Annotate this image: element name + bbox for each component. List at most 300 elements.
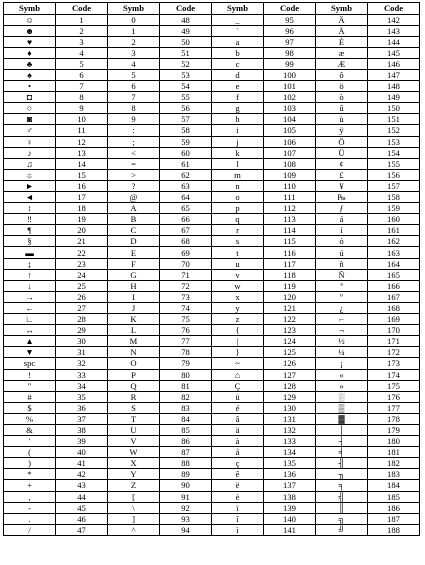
- code-cell: 175: [368, 380, 420, 391]
- code-cell: 106: [264, 136, 316, 147]
- code-cell: 188: [368, 524, 420, 535]
- code-cell: 112: [264, 203, 316, 214]
- symbol-cell: ♠: [4, 69, 56, 80]
- code-cell: 62: [160, 169, 212, 180]
- code-cell: 61: [160, 158, 212, 169]
- table-row: [4, 325, 420, 336]
- symbol-cell: P: [108, 369, 160, 380]
- symbol-cell: ç: [212, 458, 264, 469]
- code-cell: 120: [264, 291, 316, 302]
- symbol-cell: ~: [212, 358, 264, 369]
- code-cell: 96: [264, 25, 316, 36]
- symbol-cell: r: [212, 225, 264, 236]
- code-cell: 14: [56, 158, 108, 169]
- code-cell: 105: [264, 125, 316, 136]
- symbol-cell: ^: [108, 524, 160, 535]
- ascii-code-table: [3, 2, 420, 536]
- code-cell: 43: [56, 480, 108, 491]
- symbol-cell: +: [4, 480, 56, 491]
- code-cell: 148: [368, 81, 420, 92]
- code-cell: 111: [264, 192, 316, 203]
- symbol-cell: ←: [4, 302, 56, 313]
- symbol-cell: J: [108, 302, 160, 313]
- table-row: [4, 180, 420, 191]
- code-cell: 130: [264, 402, 316, 413]
- symbol-cell: p: [212, 203, 264, 214]
- code-cell: 33: [56, 369, 108, 380]
- symbol-cell: á: [316, 214, 368, 225]
- symbol-cell: ): [4, 458, 56, 469]
- code-cell: 126: [264, 358, 316, 369]
- symbol-cell: â: [212, 413, 264, 424]
- code-cell: 50: [160, 36, 212, 47]
- code-cell: 134: [264, 447, 316, 458]
- code-cell: 145: [368, 47, 420, 58]
- symbol-cell: g: [212, 103, 264, 114]
- code-cell: 109: [264, 169, 316, 180]
- symbol-cell: 8: [108, 103, 160, 114]
- table-row: [4, 214, 420, 225]
- symbol-cell: Æ: [316, 58, 368, 69]
- code-cell: 52: [160, 58, 212, 69]
- symbol-cell: S: [108, 402, 160, 413]
- code-cell: 45: [56, 502, 108, 513]
- symbol-cell: ↑: [4, 269, 56, 280]
- code-cell: 149: [368, 92, 420, 103]
- symbol-cell: ô: [316, 69, 368, 80]
- code-cell: 182: [368, 458, 420, 469]
- code-cell: 6: [56, 69, 108, 80]
- code-cell: 56: [160, 103, 212, 114]
- table-row: [4, 14, 420, 25]
- symbol-cell: =: [108, 158, 160, 169]
- code-cell: 142: [368, 14, 420, 25]
- code-cell: 114: [264, 225, 316, 236]
- code-cell: 103: [264, 103, 316, 114]
- code-cell: 71: [160, 269, 212, 280]
- symbol-cell: ï: [212, 502, 264, 513]
- symbol-cell: spc: [4, 358, 56, 369]
- symbol-cell: í: [316, 225, 368, 236]
- code-cell: 88: [160, 458, 212, 469]
- code-cell: 85: [160, 424, 212, 435]
- code-cell: 125: [264, 347, 316, 358]
- column-header-code-2: Code: [160, 3, 212, 15]
- code-cell: 132: [264, 424, 316, 435]
- table-row: [4, 280, 420, 291]
- symbol-cell: H: [108, 280, 160, 291]
- symbol-cell: W: [108, 447, 160, 458]
- symbol-cell: ÿ: [316, 125, 368, 136]
- symbol-cell: ¶: [4, 225, 56, 236]
- code-cell: 44: [56, 491, 108, 502]
- code-cell: 40: [56, 447, 108, 458]
- symbol-cell: ü: [212, 391, 264, 402]
- code-cell: 95: [264, 14, 316, 25]
- symbol-cell: }: [212, 347, 264, 358]
- code-cell: 79: [160, 358, 212, 369]
- table-row: [4, 247, 420, 258]
- symbol-cell: ñ: [316, 258, 368, 269]
- table-row: [4, 92, 420, 103]
- code-cell: 99: [264, 58, 316, 69]
- code-cell: 81: [160, 380, 212, 391]
- symbol-cell: e: [212, 81, 264, 92]
- symbol-cell: 7: [108, 92, 160, 103]
- symbol-cell: ⌂: [212, 369, 264, 380]
- symbol-cell: ►: [4, 180, 56, 191]
- symbol-cell: 0: [108, 14, 160, 25]
- code-cell: 66: [160, 214, 212, 225]
- code-cell: 1: [56, 14, 108, 25]
- symbol-cell: <: [108, 147, 160, 158]
- table-row: [4, 402, 420, 413]
- code-cell: 28: [56, 314, 108, 325]
- symbol-cell: │: [316, 424, 368, 435]
- code-cell: 12: [56, 136, 108, 147]
- symbol-cell: ▲: [4, 336, 56, 347]
- code-cell: 162: [368, 236, 420, 247]
- symbol-cell: l: [212, 158, 264, 169]
- code-cell: 176: [368, 391, 420, 402]
- code-cell: 167: [368, 291, 420, 302]
- code-cell: 84: [160, 413, 212, 424]
- symbol-cell: ♦: [4, 47, 56, 58]
- symbol-cell: ║: [316, 502, 368, 513]
- symbol-cell: V: [108, 436, 160, 447]
- code-cell: 46: [56, 513, 108, 524]
- symbol-cell: Ñ: [316, 269, 368, 280]
- code-cell: 5: [56, 58, 108, 69]
- symbol-cell: ▒: [316, 402, 368, 413]
- symbol-cell: ù: [316, 114, 368, 125]
- code-cell: 67: [160, 225, 212, 236]
- symbol-cell: ì: [212, 524, 264, 535]
- code-cell: 89: [160, 469, 212, 480]
- symbol-cell: :: [108, 125, 160, 136]
- symbol-cell: Ç: [212, 380, 264, 391]
- symbol-cell: T: [108, 413, 160, 424]
- symbol-cell: Ö: [316, 136, 368, 147]
- symbol-cell: (: [4, 447, 56, 458]
- code-cell: 104: [264, 114, 316, 125]
- symbol-cell: ┤: [316, 436, 368, 447]
- ascii-code-table-container: [3, 2, 420, 536]
- table-row: [4, 336, 420, 347]
- code-cell: 87: [160, 447, 212, 458]
- code-cell: 178: [368, 413, 420, 424]
- code-cell: 121: [264, 302, 316, 313]
- code-cell: 102: [264, 92, 316, 103]
- symbol-cell: a: [212, 36, 264, 47]
- table-row: [4, 358, 420, 369]
- code-cell: 140: [264, 513, 316, 524]
- symbol-cell: ↕: [4, 203, 56, 214]
- code-cell: 10: [56, 114, 108, 125]
- code-cell: 2: [56, 25, 108, 36]
- symbol-cell: u: [212, 258, 264, 269]
- symbol-cell: >: [108, 169, 160, 180]
- symbol-cell: ╖: [316, 469, 368, 480]
- symbol-cell: 9: [108, 114, 160, 125]
- code-cell: 108: [264, 158, 316, 169]
- code-cell: 92: [160, 502, 212, 513]
- code-cell: 34: [56, 380, 108, 391]
- code-cell: 91: [160, 491, 212, 502]
- code-cell: 64: [160, 192, 212, 203]
- code-cell: 17: [56, 192, 108, 203]
- code-cell: 57: [160, 114, 212, 125]
- symbol-cell: ♪: [4, 147, 56, 158]
- code-cell: 98: [264, 47, 316, 58]
- symbol-cell: K: [108, 314, 160, 325]
- table-row: [4, 192, 420, 203]
- symbol-cell: 6: [108, 81, 160, 92]
- symbol-cell: ?: [108, 180, 160, 191]
- code-cell: 159: [368, 203, 420, 214]
- symbol-cell: ê: [212, 469, 264, 480]
- symbol-cell: s: [212, 236, 264, 247]
- code-cell: 128: [264, 380, 316, 391]
- symbol-cell: ☼: [4, 169, 56, 180]
- symbol-cell: ╕: [316, 480, 368, 491]
- table-row: [4, 458, 420, 469]
- code-cell: 73: [160, 291, 212, 302]
- code-cell: 160: [368, 214, 420, 225]
- code-cell: 53: [160, 69, 212, 80]
- table-row: [4, 480, 420, 491]
- code-cell: 147: [368, 69, 420, 80]
- code-cell: 32: [56, 358, 108, 369]
- symbol-cell: Z: [108, 480, 160, 491]
- symbol-cell: ▼: [4, 347, 56, 358]
- symbol-cell: ,: [4, 491, 56, 502]
- table-row: [4, 58, 420, 69]
- code-cell: 179: [368, 424, 420, 435]
- code-cell: 94: [160, 524, 212, 535]
- code-cell: 119: [264, 280, 316, 291]
- symbol-cell: D: [108, 236, 160, 247]
- table-row: [4, 36, 420, 47]
- symbol-cell: 4: [108, 58, 160, 69]
- code-cell: 157: [368, 180, 420, 191]
- code-cell: 124: [264, 336, 316, 347]
- table-row: [4, 258, 420, 269]
- symbol-cell: É: [316, 36, 368, 47]
- code-cell: 26: [56, 291, 108, 302]
- code-cell: 23: [56, 258, 108, 269]
- symbol-cell: X: [108, 458, 160, 469]
- code-cell: 135: [264, 458, 316, 469]
- symbol-cell: ◘: [4, 92, 56, 103]
- table-row: [4, 436, 420, 447]
- symbol-cell: §: [4, 236, 56, 247]
- table-row: [4, 513, 420, 524]
- symbol-cell: q: [212, 214, 264, 225]
- column-header-code-4: Code: [368, 3, 420, 15]
- table-row: [4, 314, 420, 325]
- code-cell: 118: [264, 269, 316, 280]
- symbol-cell: ]: [108, 513, 160, 524]
- symbol-cell: x: [212, 291, 264, 302]
- code-cell: 146: [368, 58, 420, 69]
- code-cell: 168: [368, 302, 420, 313]
- symbol-cell: å: [212, 447, 264, 458]
- symbol-cell: ↓: [4, 280, 56, 291]
- symbol-cell: Y: [108, 469, 160, 480]
- code-cell: 133: [264, 436, 316, 447]
- symbol-cell: m: [212, 169, 264, 180]
- code-cell: 136: [264, 469, 316, 480]
- symbol-cell: ░: [316, 391, 368, 402]
- code-cell: 184: [368, 480, 420, 491]
- symbol-cell: n: [212, 180, 264, 191]
- code-cell: 171: [368, 336, 420, 347]
- code-cell: 49: [160, 25, 212, 36]
- code-cell: 21: [56, 236, 108, 247]
- code-cell: 30: [56, 336, 108, 347]
- table-row: [4, 380, 420, 391]
- symbol-cell: O: [108, 358, 160, 369]
- code-cell: 127: [264, 369, 316, 380]
- code-cell: 115: [264, 236, 316, 247]
- code-cell: 39: [56, 436, 108, 447]
- code-cell: 93: [160, 513, 212, 524]
- code-cell: 101: [264, 81, 316, 92]
- code-cell: 156: [368, 169, 420, 180]
- symbol-cell: $: [4, 402, 56, 413]
- code-cell: 181: [368, 447, 420, 458]
- code-cell: 144: [368, 36, 420, 47]
- code-cell: 165: [368, 269, 420, 280]
- symbol-cell: &: [4, 424, 56, 435]
- table-row: [4, 69, 420, 80]
- code-cell: 123: [264, 325, 316, 336]
- symbol-cell: ▓: [316, 413, 368, 424]
- symbol-cell: ↨: [4, 258, 56, 269]
- code-cell: 186: [368, 502, 420, 513]
- symbol-cell: ♣: [4, 58, 56, 69]
- table-row: [4, 302, 420, 313]
- symbol-cell: ○: [4, 103, 56, 114]
- symbol-cell: «: [316, 369, 368, 380]
- code-cell: 48: [160, 14, 212, 25]
- code-cell: 58: [160, 125, 212, 136]
- symbol-cell: ú: [316, 247, 368, 258]
- code-cell: 177: [368, 402, 420, 413]
- table-header-row: [4, 3, 420, 15]
- code-cell: 63: [160, 180, 212, 191]
- symbol-cell: Ä: [316, 14, 368, 25]
- symbol-cell: %: [4, 413, 56, 424]
- code-cell: 18: [56, 203, 108, 214]
- table-row: [4, 203, 420, 214]
- code-cell: 11: [56, 125, 108, 136]
- symbol-cell: Ü: [316, 147, 368, 158]
- code-cell: 170: [368, 325, 420, 336]
- symbol-cell: ♂: [4, 125, 56, 136]
- code-cell: 65: [160, 203, 212, 214]
- symbol-cell: •: [4, 81, 56, 92]
- table-row: [4, 491, 420, 502]
- code-cell: 169: [368, 314, 420, 325]
- table-row: [4, 391, 420, 402]
- symbol-cell: ╗: [316, 513, 368, 524]
- table-row: [4, 158, 420, 169]
- symbol-cell: /: [4, 524, 56, 535]
- column-header-code-3: Code: [264, 3, 316, 15]
- code-cell: 180: [368, 436, 420, 447]
- code-cell: 35: [56, 391, 108, 402]
- symbol-cell: ╝: [316, 524, 368, 535]
- table-row: [4, 25, 420, 36]
- symbol-cell: ¼: [316, 347, 368, 358]
- symbol-cell: º: [316, 291, 368, 302]
- code-cell: 185: [368, 491, 420, 502]
- code-cell: 37: [56, 413, 108, 424]
- symbol-cell: æ: [316, 47, 368, 58]
- table-row: [4, 225, 420, 236]
- symbol-cell: @: [108, 192, 160, 203]
- code-cell: 152: [368, 125, 420, 136]
- symbol-cell: v: [212, 269, 264, 280]
- code-cell: 86: [160, 436, 212, 447]
- symbol-cell: w: [212, 280, 264, 291]
- code-cell: 29: [56, 325, 108, 336]
- symbol-cell: j: [212, 136, 264, 147]
- code-cell: 68: [160, 236, 212, 247]
- symbol-cell: *: [4, 469, 56, 480]
- code-cell: 31: [56, 347, 108, 358]
- symbol-cell: {: [212, 325, 264, 336]
- symbol-cell: Q: [108, 380, 160, 391]
- symbol-cell: ª: [316, 280, 368, 291]
- symbol-cell: ë: [212, 480, 264, 491]
- symbol-cell: 5: [108, 69, 160, 80]
- symbol-cell: 2: [108, 36, 160, 47]
- code-cell: 163: [368, 247, 420, 258]
- column-header-code-1: Code: [56, 3, 108, 15]
- code-cell: 54: [160, 81, 212, 92]
- code-cell: 80: [160, 369, 212, 380]
- symbol-cell: ': [4, 436, 56, 447]
- symbol-cell: F: [108, 258, 160, 269]
- symbol-cell: ƒ: [316, 203, 368, 214]
- column-header-symb-2: Symb: [108, 3, 160, 15]
- symbol-cell: ò: [316, 92, 368, 103]
- code-cell: 129: [264, 391, 316, 402]
- code-cell: 113: [264, 214, 316, 225]
- symbol-cell: ☻: [4, 25, 56, 36]
- code-cell: 75: [160, 314, 212, 325]
- code-cell: 74: [160, 302, 212, 313]
- symbol-cell: !: [4, 369, 56, 380]
- code-cell: 9: [56, 103, 108, 114]
- symbol-cell: »: [316, 380, 368, 391]
- symbol-cell: b: [212, 47, 264, 58]
- code-cell: 41: [56, 458, 108, 469]
- symbol-cell: ¬: [316, 325, 368, 336]
- table-row: [4, 369, 420, 380]
- code-cell: 158: [368, 192, 420, 203]
- symbol-cell: A: [108, 203, 160, 214]
- code-cell: 20: [56, 225, 108, 236]
- code-cell: 70: [160, 258, 212, 269]
- symbol-cell: 1: [108, 25, 160, 36]
- code-cell: 107: [264, 147, 316, 158]
- table-row: [4, 103, 420, 114]
- symbol-cell: M: [108, 336, 160, 347]
